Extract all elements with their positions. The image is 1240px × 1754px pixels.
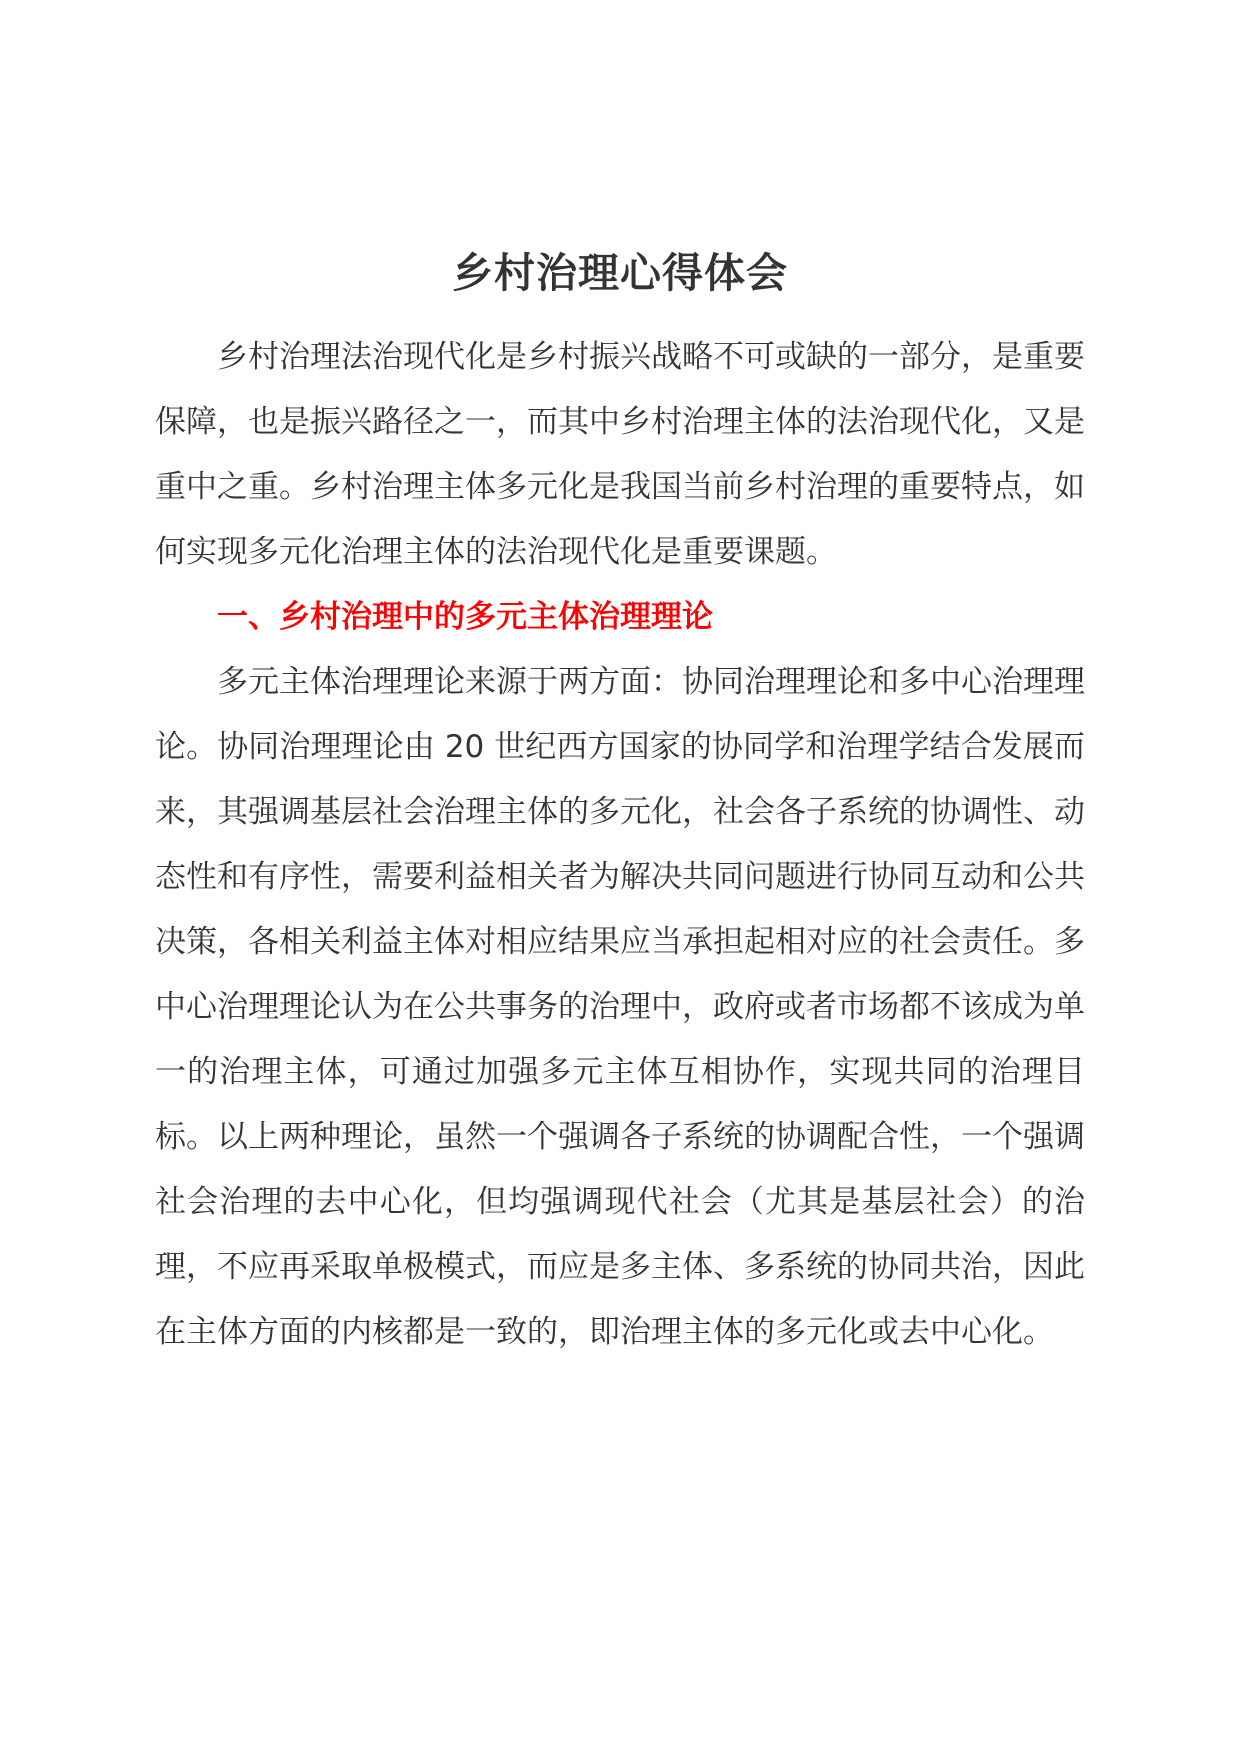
section-heading: 一、乡村治理中的多元主体治理理论 — [217, 599, 713, 635]
section-paragraph: 多元主体治理理论来源于两方面：协同治理理论和多中心治理理论。协同治理理论由 20 世纪西方国家的协同学和治理学结合发展而来，其强调基层社会治理主体的多元化，社会各子系统的协调性、动态性和有序性，需要利益相关者为解决共同问题进行协同互动和公共决策，各相关利益主体对相应结果应当承担起相对应的社会责任。多中心治理理论认为在公共事务的治理中，政府或者市场都不该成为单一的治理主体，可通过加强多元主体互相协作，实现共同的治理目标。以上两种理论，虽然一个强调各子系统的协调配合性，一个强调社会治理的去中心化，但均强调现代社会（尤其是基层社会）的治理，不应再采取单极模式，而应是多主体、多系统的协同共治，因此在主体方面的内核都是一致的，即治理主体的多元化或去中心化。 — [155, 664, 1085, 1350]
document-page — [155, 243, 1085, 1365]
intro-paragraph: 乡村治理法治现代化是乡村振兴战略不可或缺的一部分，是重要保障，也是振兴路径之一，而其中乡村治理主体的法治现代化，又是重中之重。乡村治理主体多元化是我国当前乡村治理的重要特点，如何实现多元化治理主体的法治现代化是重要课题。 — [155, 339, 1085, 570]
document-title: 乡村治理心得体会 — [452, 249, 788, 297]
